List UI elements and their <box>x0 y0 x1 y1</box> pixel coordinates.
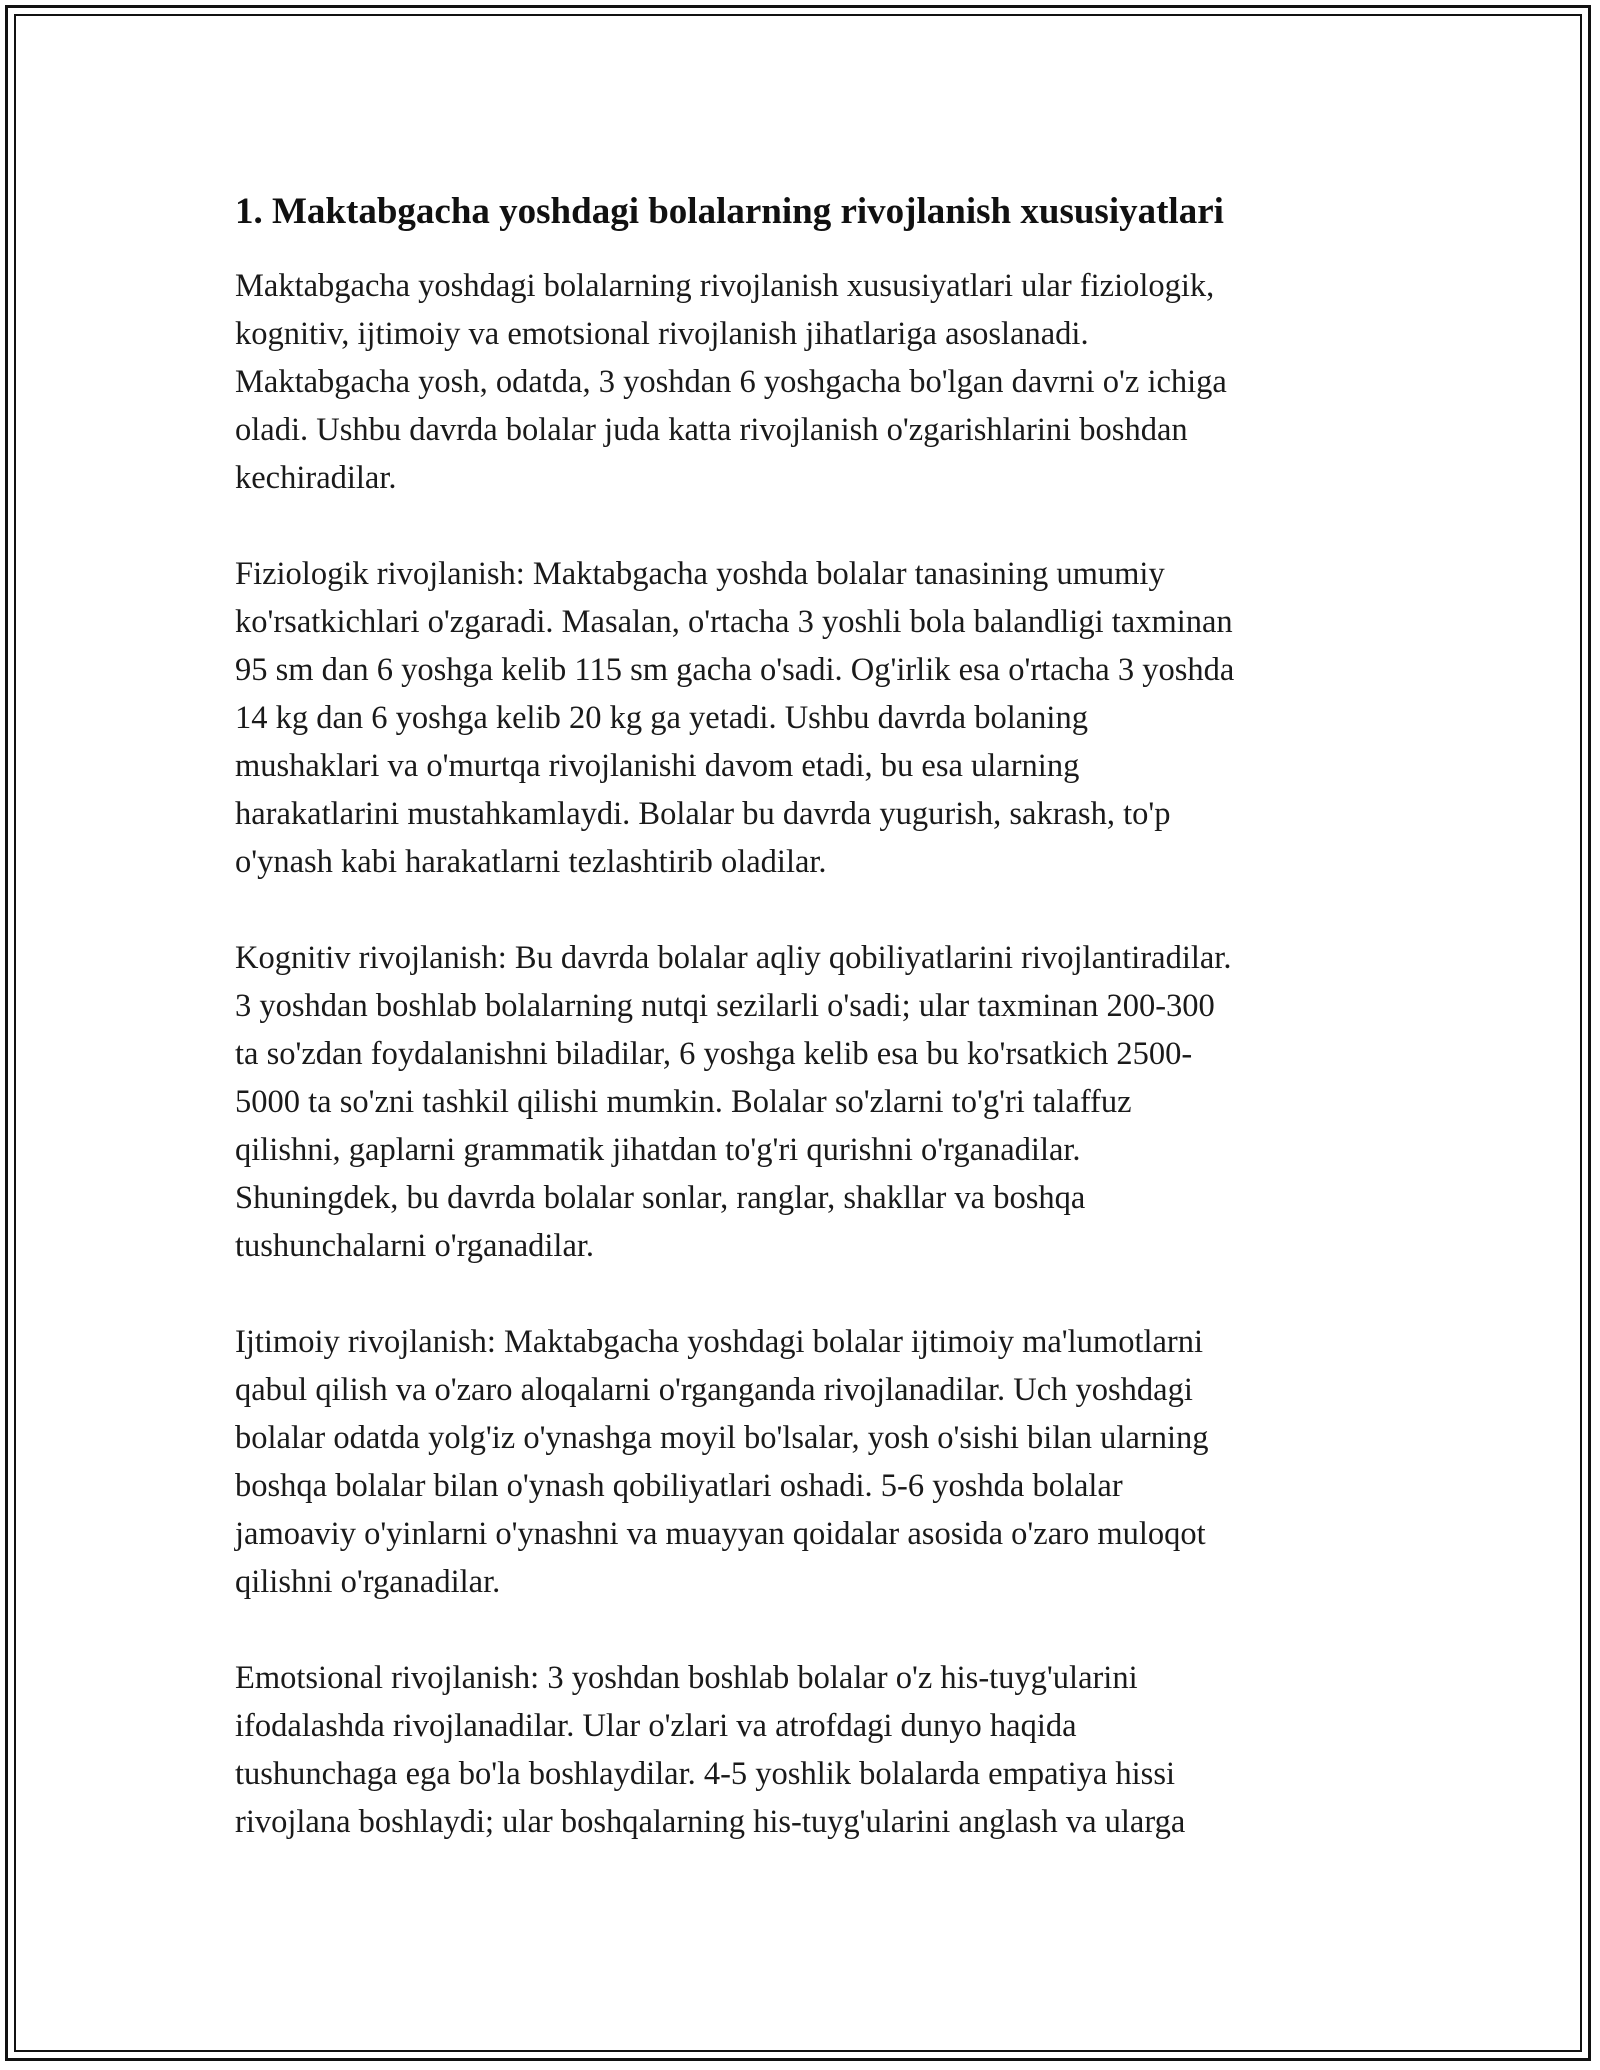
text-line: 95 sm dan 6 yoshga kelib 115 sm gacha o'sadi. Og'irlik esa o'rtacha 3 yoshda <box>235 652 1235 688</box>
text-line: Shuningdek, bu davrda bolalar sonlar, ranglar, shakllar va boshqa <box>235 1180 1086 1216</box>
text-line: qabul qilish va o'zaro aloqalarni o'rganganda rivojlanadilar. Uch yoshdagi <box>235 1372 1193 1408</box>
section-title: 1. Maktabgacha yoshdagi bolalarning rivojlanish xususiyatlari <box>235 191 1224 232</box>
text-line: Ijtimoiy rivojlanish: Maktabgacha yoshdagi bolalar ijtimoiy ma'lumotlarni <box>235 1324 1204 1360</box>
text-line: ifodalashda rivojlanadilar. Ular o'zlari va atrofdagi dunyo haqida <box>235 1708 1077 1744</box>
text-line: ta so'zdan foydalanishni biladilar, 6 yoshga kelib esa bu ko'rsatkich 2500- <box>235 1036 1193 1072</box>
paragraph-cognitive <box>235 934 1375 1270</box>
text-line: Fiziologik rivojlanish: Maktabgacha yoshda bolalar tanasining umumiy <box>235 556 1165 592</box>
text-line: Kognitiv rivojlanish: Bu davrda bolalar aqliy qobiliyatlarini rivojlantiradilar. <box>235 940 1232 976</box>
text-line: kechiradilar. <box>235 460 397 496</box>
text-line: tushunchaga ega bo'la boshlaydilar. 4-5 yoshlik bolalarda empatiya hissi <box>235 1756 1176 1792</box>
text-line: qilishni, gaplarni grammatik jihatdan to'g'ri qurishni o'rganadilar. <box>235 1132 1081 1168</box>
document-body <box>235 188 1375 1894</box>
paragraph-physiological <box>235 550 1375 886</box>
text-line: o'ynash kabi harakatlarni tezlashtirib oladilar. <box>235 844 827 880</box>
text-line: boshqa bolalar bilan o'ynash qobiliyatlari oshadi. 5-6 yoshda bolalar <box>235 1468 1123 1504</box>
text-line: 5000 ta so'zni tashkil qilishi mumkin. Bolalar so'zlarni to'g'ri talaffuz <box>235 1084 1132 1120</box>
text-line: qilishni o'rganadilar. <box>235 1564 501 1600</box>
text-line: 3 yoshdan boshlab bolalarning nutqi sezilarli o'sadi; ular taxminan 200-300 <box>235 988 1215 1024</box>
text-line: Maktabgacha yoshdagi bolalarning rivojlanish xususiyatlari ular fiziologik, <box>235 268 1215 304</box>
text-line: jamoaviy o'yinlarni o'ynashni va muayyan qoidalar asosida o'zaro muloqot <box>235 1516 1206 1552</box>
text-line: kognitiv, ijtimoiy va emotsional rivojlanish jihatlariga asoslanadi. <box>235 316 1089 352</box>
text-line: mushaklari va o'murtqa rivojlanishi davom etadi, bu esa ularning <box>235 748 1080 784</box>
text-line: Maktabgacha yosh, odatda, 3 yoshdan 6 yoshgacha bo'lgan davrni o'z ichiga <box>235 364 1227 400</box>
text-line: ko'rsatkichlari o'zgaradi. Masalan, o'rtacha 3 yoshli bola balandligi taxminan <box>235 604 1233 640</box>
text-line: tushunchalarni o'rganadilar. <box>235 1228 595 1264</box>
text-line: rivojlana boshlaydi; ular boshqalarning his-tuyg'ularini anglash va ularga <box>235 1804 1186 1840</box>
text-line: 14 kg dan 6 yoshga kelib 20 kg ga yetadi. Ushbu davrda bolaning <box>235 700 1088 736</box>
paragraph-social <box>235 1318 1375 1606</box>
text-line: Emotsional rivojlanish: 3 yoshdan boshlab bolalar o'z his-tuyg'ularini <box>235 1660 1138 1696</box>
paragraph-emotional <box>235 1654 1375 1846</box>
text-line: harakatlarini mustahkamlaydi. Bolalar bu davrda yugurish, sakrash, to'p <box>235 796 1171 832</box>
text-line: bolalar odatda yolg'iz o'ynashga moyil bo'lsalar, yosh o'sishi bilan ularning <box>235 1420 1209 1456</box>
paragraph-intro <box>235 262 1375 502</box>
text-line: oladi. Ushbu davrda bolalar juda katta rivojlanish o'zgarishlarini boshdan <box>235 412 1188 448</box>
